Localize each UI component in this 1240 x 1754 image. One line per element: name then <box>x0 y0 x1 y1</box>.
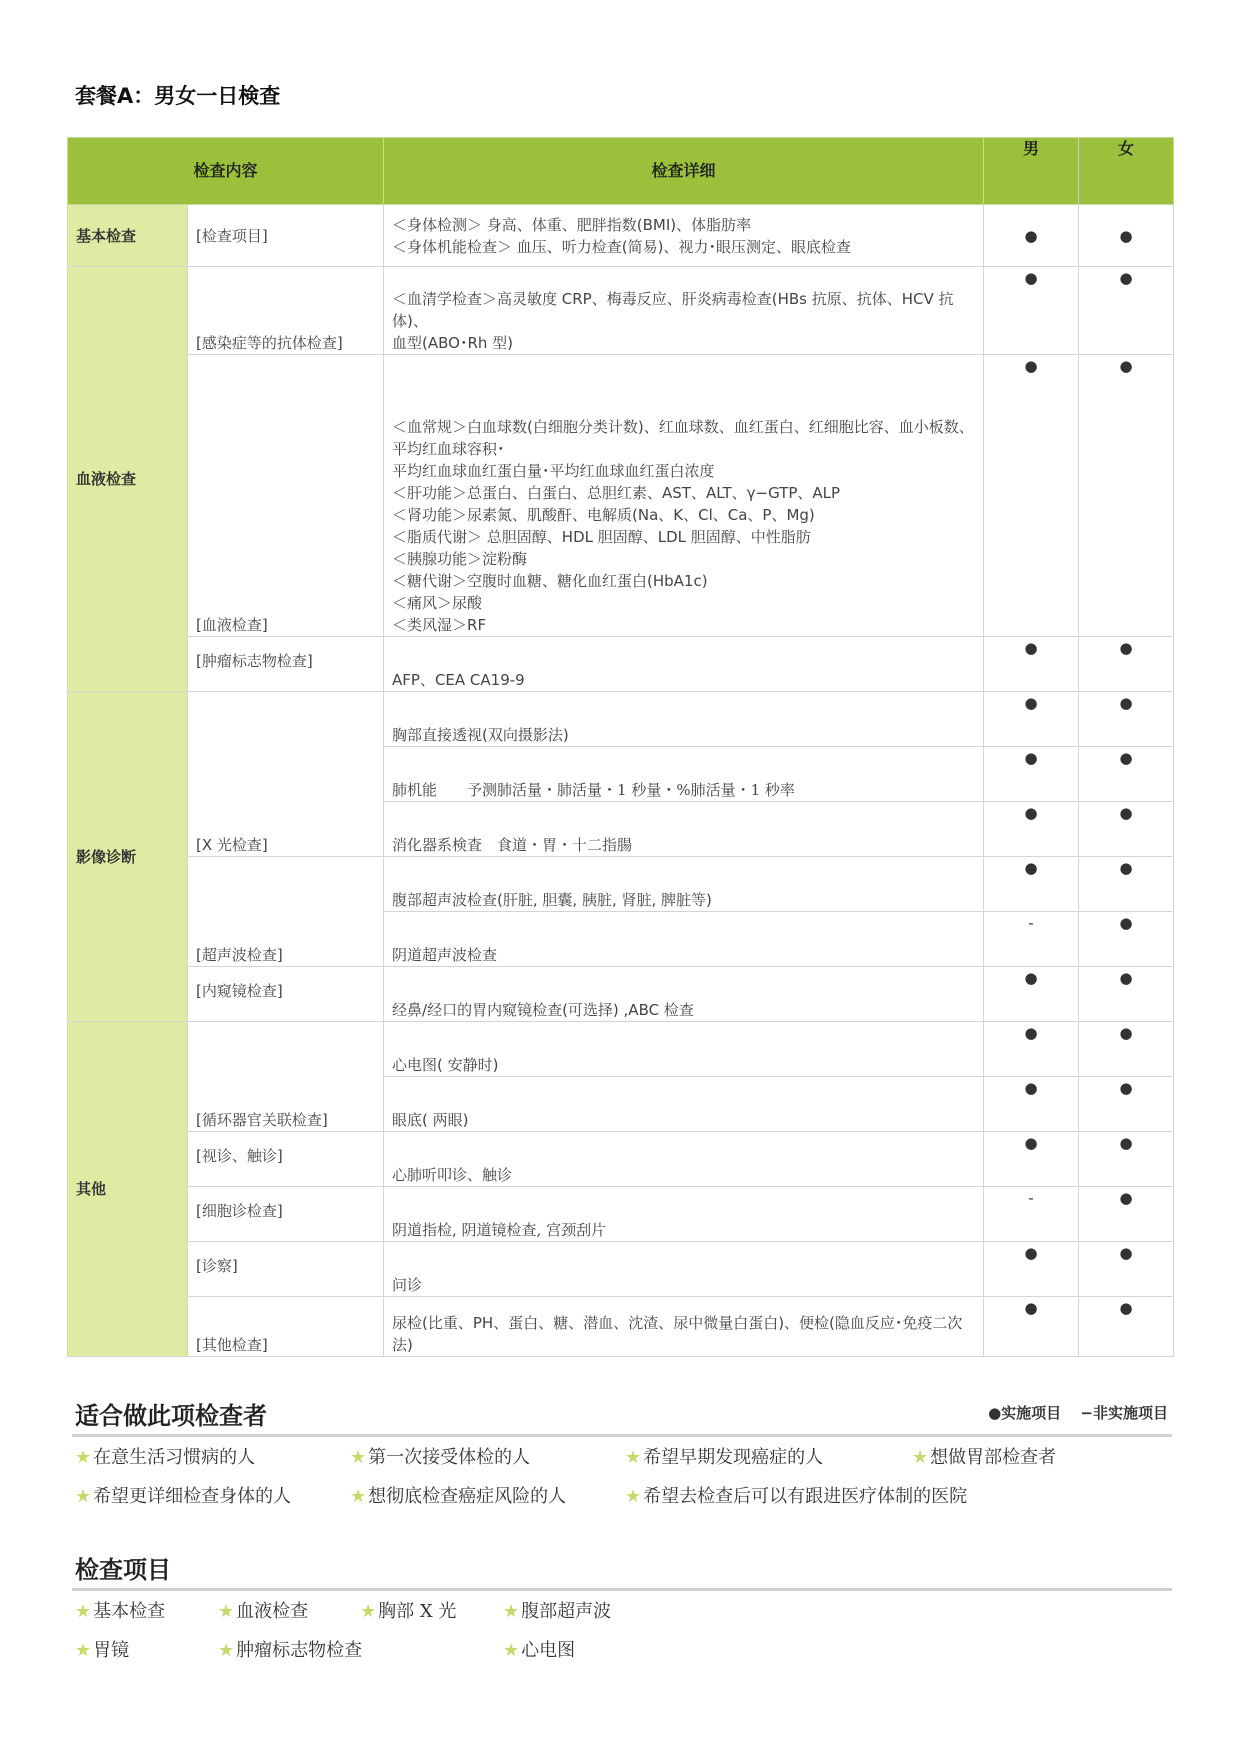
exam-item: ★ 胸部 X 光 <box>360 1601 457 1622</box>
sub-item: [检查项目] <box>188 205 384 267</box>
exam-item: ★ 基本检查 <box>75 1601 166 1622</box>
male-mark: ● <box>984 355 1079 637</box>
detail-line: 心电图( 安静时) <box>392 1056 499 1074</box>
table-row <box>68 967 1174 1022</box>
detail-line: 平均红血球血红蛋白量･平均红血球血红蛋白浓度 <box>392 462 715 480</box>
suitable-item: ★ 想做胃部检查者 <box>912 1447 1057 1468</box>
detail-line: 尿检(比重、PH、蛋白、糖、潜血、沈渣、尿中微量白蛋白)、便检(隐血反应･免疫二次法) <box>392 1314 963 1354</box>
sub-item: [肿瘤标志物检查] <box>188 637 384 692</box>
female-mark: ● <box>1079 205 1174 267</box>
sub-item: [其他检查] <box>188 1297 384 1357</box>
category-imaging: 影像诊断 <box>68 692 188 1022</box>
female-mark: ● <box>1079 1297 1174 1357</box>
detail-cell <box>384 1132 984 1187</box>
detail-line: ＜痛风＞尿酸 <box>392 594 483 612</box>
detail-line: ＜肝功能＞总蛋白、白蛋白、总胆红素、AST、ALT、γ−GTP、ALP <box>392 484 841 502</box>
male-mark: ● <box>984 802 1079 857</box>
detail-line: 眼底( 两眼) <box>392 1111 469 1129</box>
star-icon: ★ <box>625 1486 642 1507</box>
male-mark: ● <box>984 692 1079 747</box>
detail-line: 经鼻/经口的胃内窥镜检查(可选择) ,ABC 检查 <box>392 1001 694 1019</box>
detail-line: 胸部直接透视(双向摄影法) <box>392 726 569 744</box>
female-mark: ● <box>1079 637 1174 692</box>
star-icon: ★ <box>503 1601 520 1622</box>
category-other: 其他 <box>68 1022 188 1357</box>
star-icon: ★ <box>75 1447 92 1468</box>
section-divider <box>72 1588 1172 1591</box>
star-icon: ★ <box>75 1601 92 1622</box>
detail-cell <box>384 205 984 267</box>
female-mark: ● <box>1079 1022 1174 1077</box>
table-row <box>68 267 1174 355</box>
female-mark: ● <box>1079 967 1174 1022</box>
star-icon: ★ <box>218 1601 235 1622</box>
male-mark: ● <box>984 747 1079 802</box>
male-mark: - <box>984 912 1079 967</box>
star-icon: ★ <box>503 1640 520 1661</box>
exam-item: ★ 腹部超声波 <box>503 1601 612 1622</box>
detail-cell <box>384 637 984 692</box>
detail-line: ＜胰腺功能＞淀粉酶 <box>392 550 528 568</box>
detail-line: ＜类风湿＞RF <box>392 616 487 634</box>
page-title: 套餐A：男女一日検査 <box>75 84 281 108</box>
male-mark: ● <box>984 205 1079 267</box>
detail-line: 腹部超声波检查(肝脏, 胆囊, 胰脏, 肾脏, 脾脏等) <box>392 891 712 909</box>
table-row <box>68 1187 1174 1242</box>
suitable-item: ★ 在意生活习惯病的人 <box>75 1447 256 1468</box>
star-icon: ★ <box>75 1486 92 1507</box>
category-blood: 血液检查 <box>68 267 188 692</box>
suitable-item: ★ 希望早期发现癌症的人 <box>625 1447 824 1468</box>
female-mark: ● <box>1079 747 1174 802</box>
header-detail: 检查详细 <box>384 138 984 205</box>
female-mark: ● <box>1079 912 1174 967</box>
male-mark: ● <box>984 1077 1079 1132</box>
table-row <box>68 637 1174 692</box>
table-row <box>68 692 1174 747</box>
detail-cell <box>384 1187 984 1242</box>
star-icon: ★ <box>75 1640 92 1661</box>
header-male: 男 <box>984 138 1079 205</box>
female-mark: ● <box>1079 267 1174 355</box>
category-basic: 基本检查 <box>68 205 188 267</box>
detail-cell <box>384 857 984 912</box>
table-row <box>68 1242 1174 1297</box>
detail-line: ＜身体机能检查＞ 血压、听力检查(简易)、视力･眼压测定、眼底检查 <box>392 237 851 256</box>
suitable-title: 适合做此项检查者 <box>75 1402 267 1430</box>
sub-item: [细胞诊检查] <box>188 1187 384 1242</box>
star-icon: ★ <box>625 1447 642 1468</box>
female-mark: ● <box>1079 692 1174 747</box>
female-mark: ● <box>1079 1187 1174 1242</box>
exam-item: ★ 血液检查 <box>218 1601 309 1622</box>
sub-item: [血液检查] <box>188 355 384 637</box>
star-icon: ★ <box>360 1601 377 1622</box>
detail-line: ＜脂质代谢＞ 总胆固醇、HDL 胆固醇、LDL 胆固醇、中性脂肪 <box>392 528 811 546</box>
detail-cell <box>384 747 984 802</box>
table-row <box>68 355 1174 637</box>
male-mark: ● <box>984 1297 1079 1357</box>
detail-cell <box>384 967 984 1022</box>
legend-not-implemented: −非实施项目 <box>1080 1404 1168 1422</box>
sub-item: [X 光检查] <box>188 692 384 857</box>
male-mark: ● <box>984 857 1079 912</box>
star-icon: ★ <box>350 1447 367 1468</box>
detail-line: 阴道超声波检查 <box>392 946 498 964</box>
male-mark: ● <box>984 1242 1079 1297</box>
detail-cell <box>384 1077 984 1132</box>
female-mark: ● <box>1079 1077 1174 1132</box>
male-mark: ● <box>984 1022 1079 1077</box>
detail-cell <box>384 267 984 355</box>
male-mark: ● <box>984 1132 1079 1187</box>
detail-cell <box>384 1022 984 1077</box>
female-mark: ● <box>1079 1242 1174 1297</box>
table-row <box>68 857 1174 912</box>
detail-line: 阴道指检, 阴道镜检查, 宫颈刮片 <box>392 1221 607 1239</box>
table-row <box>68 1297 1174 1357</box>
sub-item: [感染症等的抗体检查] <box>188 267 384 355</box>
sub-item: [诊察] <box>188 1242 384 1297</box>
exam-item: ★ 心电图 <box>503 1640 576 1661</box>
sub-item: [内窥镜检查] <box>188 967 384 1022</box>
detail-line: AFP、CEA CA19-9 <box>392 671 525 689</box>
suitable-item: ★ 想彻底检查癌症风险的人 <box>350 1486 567 1507</box>
detail-line: 消化器系検査 食道・胃・十二指腸 <box>392 836 633 854</box>
table-row <box>68 1132 1174 1187</box>
exam-table <box>67 137 1174 1357</box>
male-mark: ● <box>984 637 1079 692</box>
exam-items-title: 检查项目 <box>75 1556 171 1584</box>
female-mark: ● <box>1079 355 1174 637</box>
suitable-item: ★ 希望去检查后可以有跟进医疗体制的医院 <box>625 1486 968 1507</box>
header-female: 女 <box>1079 138 1174 205</box>
detail-line: ＜肾功能＞尿素氮、肌酸酐、电解质(Na、K、Cl、Ca、P、Mg) <box>392 506 815 524</box>
detail-line: ＜血清学检查＞高灵敏度 CRP、梅毒反应、肝炎病毒检查(HBs 抗原、抗体、HCV 抗体)、 <box>392 290 954 330</box>
detail-line: 心肺听叩诊、触诊 <box>392 1166 513 1184</box>
suitable-item: ★ 希望更详细检查身体的人 <box>75 1486 292 1507</box>
exam-item: ★ 肿瘤标志物检查 <box>218 1640 363 1661</box>
section-divider <box>72 1434 1172 1437</box>
detail-line: 肺机能 予测肺活量・肺活量・1 秒量・%肺活量・1 秒率 <box>392 781 795 799</box>
exam-item: ★ 胃镜 <box>75 1640 130 1661</box>
star-icon: ★ <box>912 1447 929 1468</box>
detail-line: 血型(ABO･Rh 型) <box>392 334 514 352</box>
detail-line: ＜糖代谢＞空腹时血糖、糖化血红蛋白(HbA1c) <box>392 572 708 590</box>
detail-cell <box>384 802 984 857</box>
suitable-item: ★ 第一次接受体检的人 <box>350 1447 531 1468</box>
table-row <box>68 205 1174 267</box>
legend-implemented: ●实施项目 <box>988 1404 1062 1422</box>
detail-line: 问诊 <box>392 1276 423 1294</box>
legend <box>974 1402 1168 1423</box>
male-mark: ● <box>984 267 1079 355</box>
detail-cell <box>384 1242 984 1297</box>
detail-cell <box>384 355 984 637</box>
male-mark: - <box>984 1187 1079 1242</box>
detail-cell <box>384 692 984 747</box>
detail-line: 平均红血球容积･ <box>392 440 505 458</box>
sub-item: [视诊、触诊] <box>188 1132 384 1187</box>
star-icon: ★ <box>350 1486 367 1507</box>
detail-line: ＜血常规＞白血球数(白细胞分类计数)、红血球数、血红蛋白、红细胞比容、血小板数、 <box>392 418 974 436</box>
female-mark: ● <box>1079 802 1174 857</box>
female-mark: ● <box>1079 857 1174 912</box>
sub-item: [超声波检查] <box>188 857 384 967</box>
detail-line: ＜身体检测＞ 身高、体重、肥胖指数(BMI)、体脂肪率 <box>392 215 752 234</box>
detail-cell <box>384 1297 984 1357</box>
female-mark: ● <box>1079 1132 1174 1187</box>
header-content: 检查内容 <box>68 138 384 205</box>
table-row <box>68 1022 1174 1077</box>
male-mark: ● <box>984 967 1079 1022</box>
detail-cell <box>384 912 984 967</box>
sub-item: [循环器官关联检查] <box>188 1022 384 1132</box>
star-icon: ★ <box>218 1640 235 1661</box>
